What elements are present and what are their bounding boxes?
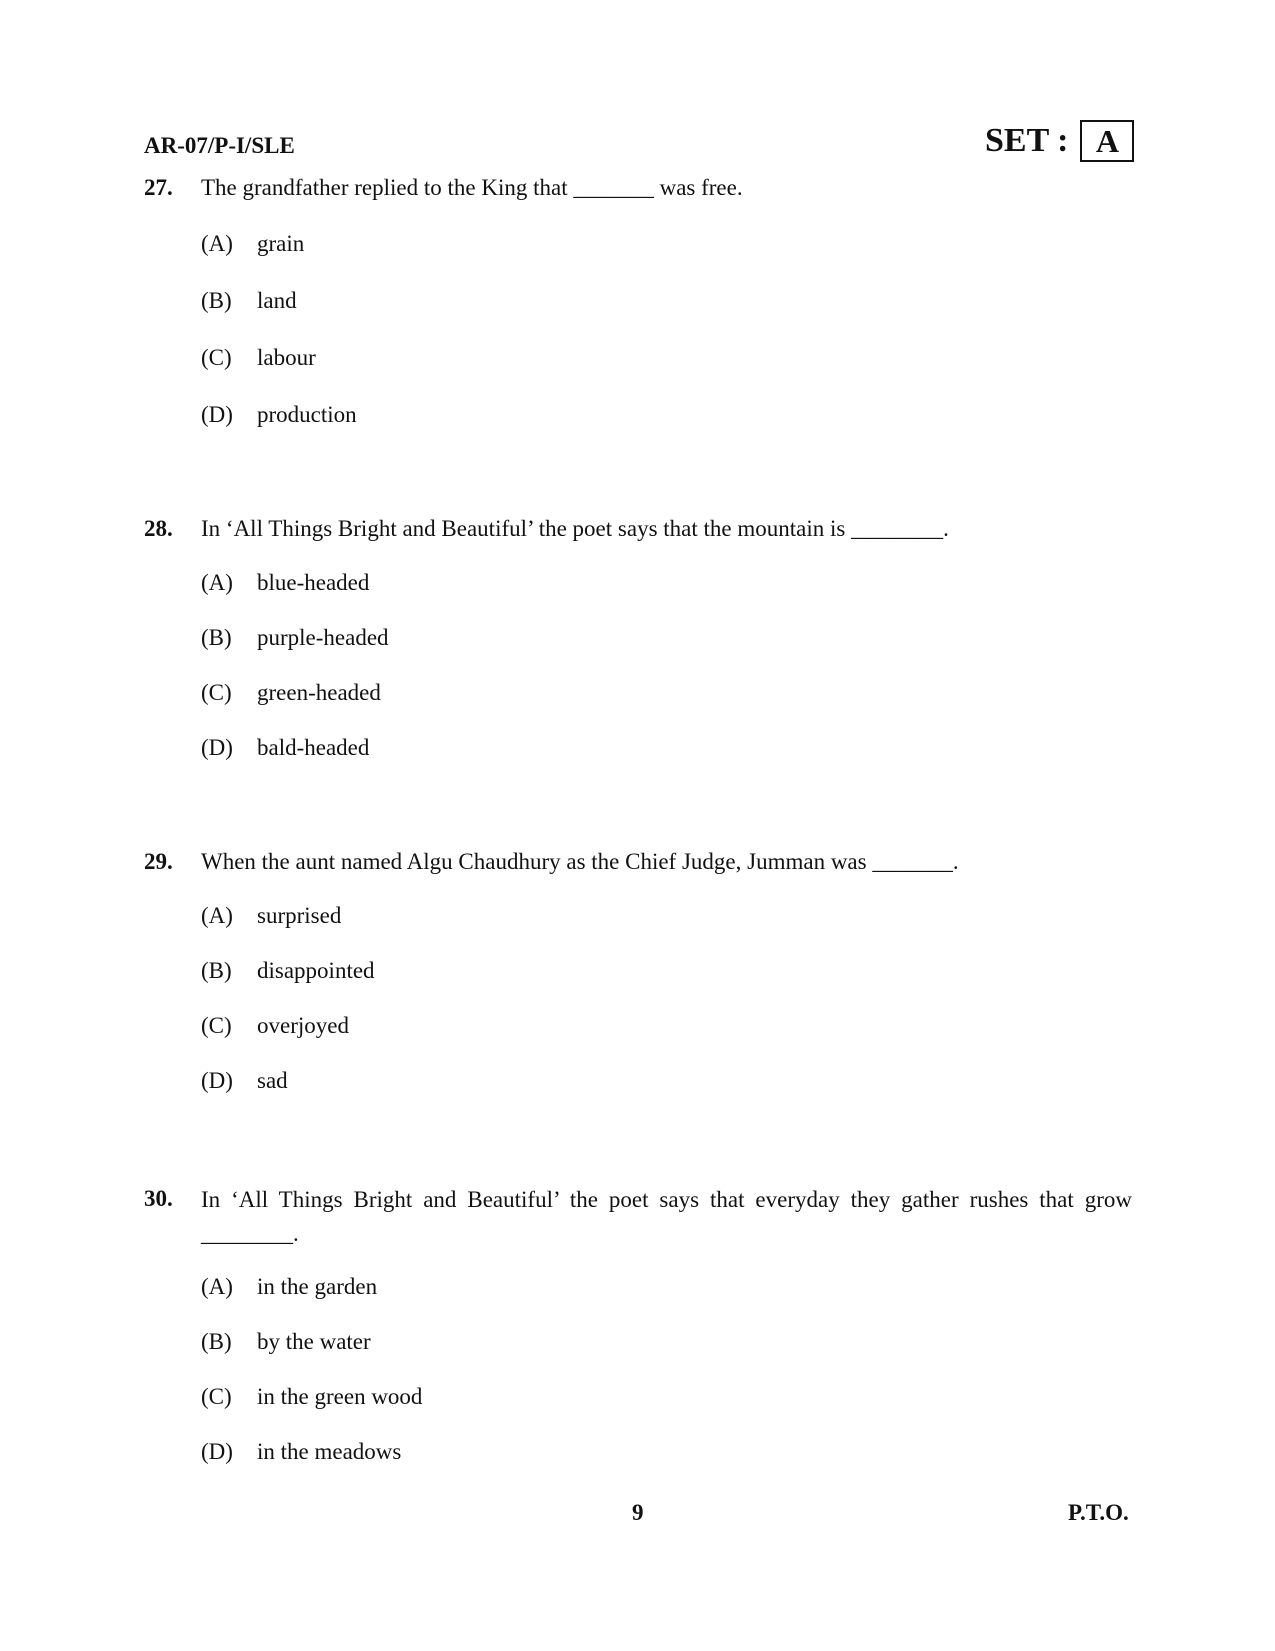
option-text: overjoyed [257,1013,349,1038]
option-text: in the garden [257,1274,378,1299]
option-a [201,1271,1132,1303]
option-text: labour [257,345,316,370]
option-text: surprised [257,903,342,928]
option-text: purple-headed [257,625,389,650]
option-c [201,677,1132,709]
question-28 [144,513,1132,764]
question-text: In ‘All Things Bright and Beautiful’ the poet says that everyday they gather rushes that grow ________. [201,1187,1132,1246]
option-text: production [257,402,357,427]
option-letter: (A) [201,903,233,928]
page-number: 9 [632,1500,644,1525]
option-a [201,228,1132,260]
option-c [201,1381,1132,1413]
option-d [201,1065,1132,1097]
question-text: The grandfather replied to the King that _______ was free. [201,175,743,200]
option-b [201,1326,1132,1358]
option-letter: (B) [201,625,232,650]
option-letter: (C) [201,1013,232,1038]
option-letter: (B) [201,288,232,313]
question-30 [144,1183,1132,1468]
option-text: in the meadows [257,1439,402,1464]
option-letter: (C) [201,345,232,370]
option-c [201,342,1132,374]
question-text: When the aunt named Algu Chaudhury as the Chief Judge, Jumman was _______. [201,849,959,874]
question-29 [144,846,1132,1097]
option-c [201,1010,1132,1042]
option-d [201,1436,1132,1468]
set-value-box: A [1080,120,1134,162]
option-text: by the water [257,1329,371,1354]
option-b [201,955,1132,987]
question-number: 30. [144,1186,173,1211]
set-indicator [985,120,1134,162]
option-b [201,622,1132,654]
option-text: land [257,288,297,313]
option-letter: (D) [201,735,233,760]
option-a [201,900,1132,932]
option-text: disappointed [257,958,375,983]
option-a [201,567,1132,599]
question-number: 27. [144,175,173,200]
option-d [201,399,1132,431]
option-letter: (A) [201,1274,233,1299]
question-text: In ‘All Things Bright and Beautiful’ the poet says that the mountain is ________. [201,516,949,541]
question-number: 28. [144,516,173,541]
option-text: grain [257,231,305,256]
option-text: sad [257,1068,288,1093]
option-letter: (D) [201,1439,233,1464]
option-b [201,285,1132,317]
option-letter: (D) [201,1068,233,1093]
option-letter: (D) [201,402,233,427]
option-letter: (C) [201,680,232,705]
option-text: blue-headed [257,570,370,595]
set-label: SET : [985,122,1069,159]
option-letter: (B) [201,1329,232,1354]
option-letter: (A) [201,231,233,256]
pto-label: P.T.O. [1068,1500,1129,1525]
option-text: in the green wood [257,1384,423,1409]
option-letter: (B) [201,958,232,983]
question-27 [144,172,1132,431]
question-number: 29. [144,849,173,874]
option-letter: (C) [201,1384,232,1409]
option-text: bald-headed [257,735,370,760]
option-letter: (A) [201,570,233,595]
option-d [201,732,1132,764]
paper-code: AR-07/P-I/SLE [144,133,295,158]
option-text: green-headed [257,680,381,705]
